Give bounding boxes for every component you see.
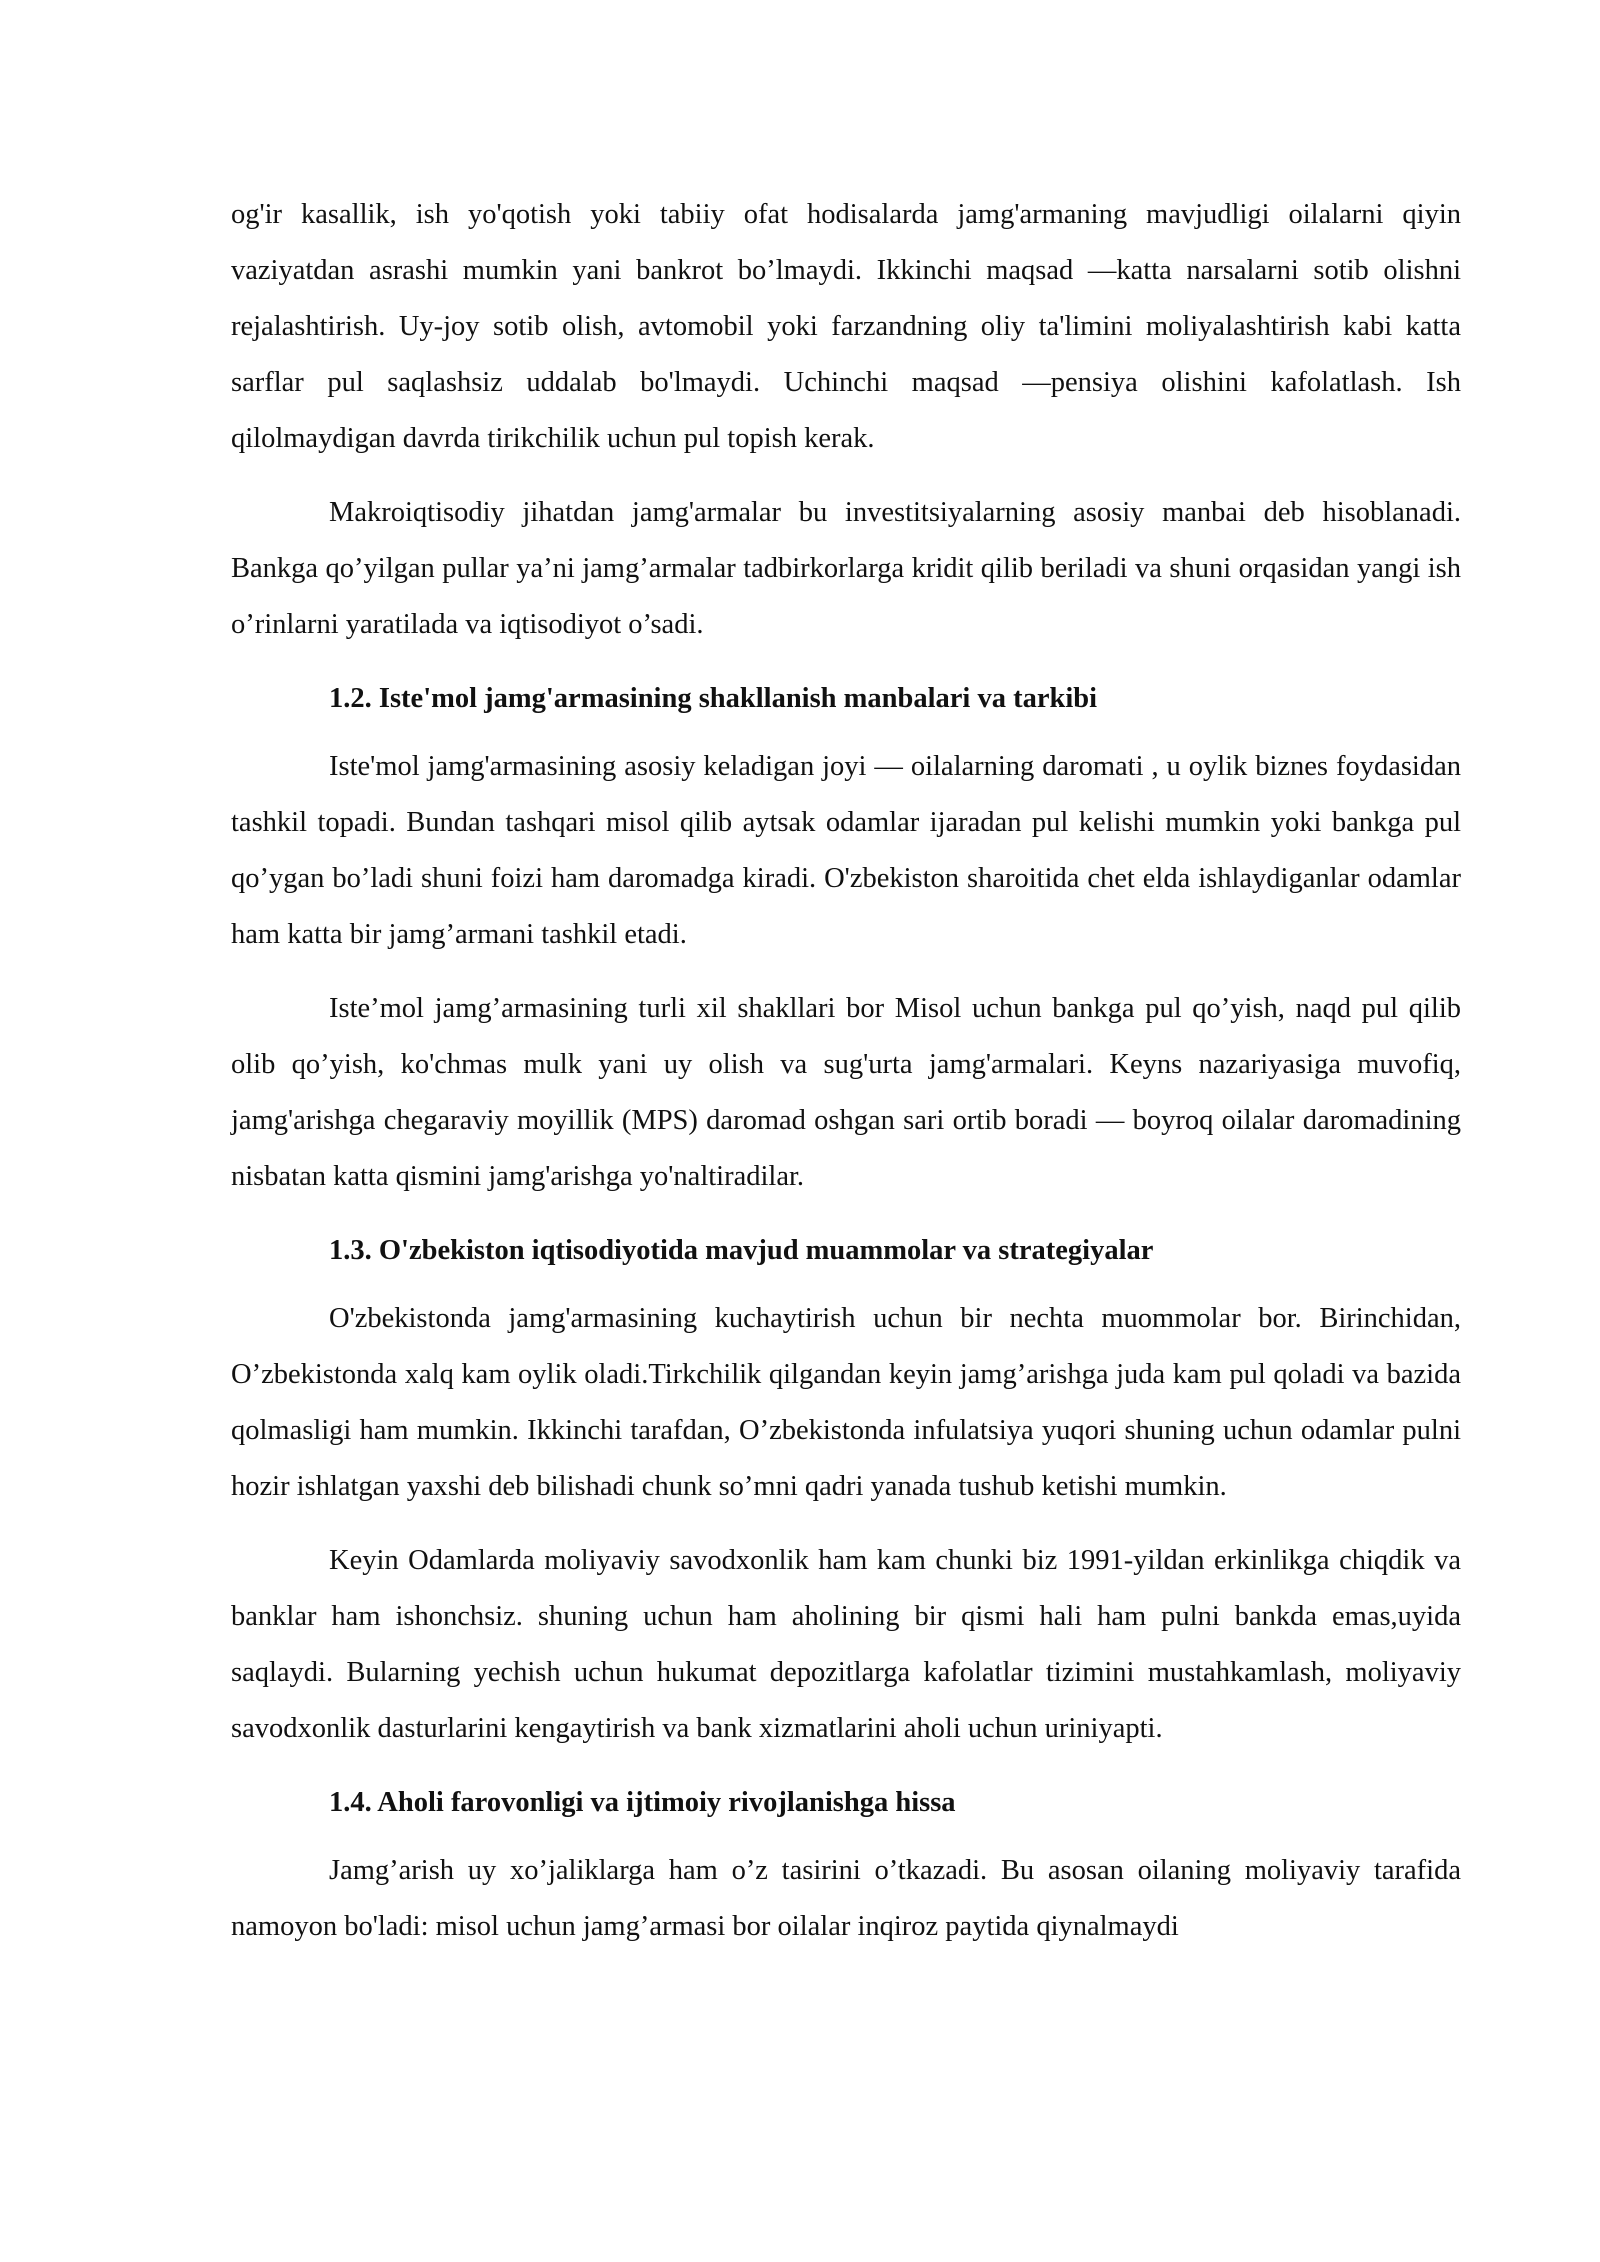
paragraph-sources: Iste'mol jamg'armasining asosiy keladigan joyi — oilalarning daromati , u oylik biznes foydasidan tashkil topadi. Bundan tashqari misol qilib aytsak odamlar ijaradan pul kelishi mumkin yoki bankga pul qo’ygan bo’ladi shuni foizi ham daromadga kiradi. O'zbekiston sharoitida chet elda ishlaydiganlar odamlar ham katta bir jamg’armani tashkil etadi.	[231, 751, 1461, 950]
paragraph-savings-goals: og'ir kasallik, ish yo'qotish yoki tabiiy ofat hodisalarda jamg'armaning mavjudligi oilalarni qiyin vaziyatdan asrashi mumkin yani bankrot bo’lmaydi. Ikkinchi maqsad —katta narsalarni sotib olishni rejalashtirish. Uy-joy sotib olish, avtomobil yoki farzandning oliy ta'limini moliyalashtirish kabi katta sarflar pul saqlashsiz uddalab bo'lmaydi. Uchinchi maqsad —pensiya olishini kafolatlash. Ish qilolmaydigan davrda tirikchilik uchun pul topish kerak.	[231, 199, 1461, 454]
paragraph-forms: Iste’mol jamg’armasining turli xil shakllari bor Misol uchun bankga pul qo’yish, naqd pul qilib olib qo’yish, ko'chmas mulk yani uy olish va sug'urta jamg'armalari. Keyns nazariyasiga muvofiq, jamg'arishga chegaraviy moyillik (MPS) daromad oshgan sari ortib boradi — boyroq oilalar daromadining nisbatan katta qismini jamg'arishga yo'naltiradilar.	[231, 993, 1461, 1192]
section-heading-1-3: 1.3. O'zbekiston iqtisodiyotida mavjud muammolar va strategiyalar	[329, 1235, 1154, 1266]
section-heading-1-2: 1.2. Iste'mol jamg'armasining shakllanish manbalari va tarkibi	[329, 683, 1098, 714]
document-page	[231, 187, 1461, 1955]
paragraph-problems: O'zbekistonda jamg'armasining kuchaytirish uchun bir nechta muommolar bor. Birinchidan, O’zbekistonda xalq kam oylik oladi.Tirkchilik qilgandan keyin jamg’arishga juda kam pul qoladi va bazida qolmasligi ham mumkin. Ikkinchi tarafdan, O’zbekistonda infulatsiya yuqori shuning uchun odamlar pulni hozir ishlatgan yaxshi deb bilishadi chunk so’mni qadri yanada tushub ketishi mumkin.	[231, 1303, 1461, 1502]
paragraph-macroeconomic: Makroiqtisodiy jihatdan jamg'armalar bu investitsiyalarning asosiy manbai deb hisoblanadi. Bankga qo’yilgan pullar ya’ni jamg’armalar tadbirkorlarga kridit qilib beriladi va shuni orqasidan yangi ish o’rinlarni yaratiladа va iqtisodiyot o’sadi.	[231, 497, 1461, 640]
paragraph-literacy: Keyin Odamlarda moliyaviy savodxonlik ham kam chunki biz 1991-yildan erkinlikga chiqdik va banklar ham ishonchsiz. shuning uchun ham aholining bir qismi hali ham pulni bankda emas,uyida saqlaydi. Bularning yechish uchun hukumat depozitlarga kafolatlar tizimini mustahkamlash, moliyaviy savodxonlik dasturlarini kengaytirish va bank xizmatlarini aholi uchun uriniyapti.	[231, 1545, 1461, 1744]
paragraph-welfare: Jamg’arish uy xo’jaliklarga ham o’z tasirini o’tkazadi. Bu asosan oilaning moliyaviy tarafida namoyon bo'ladi: misol uchun jamg’armasi bor oilalar inqiroz paytida qiynalmaydi	[231, 1855, 1461, 1942]
section-heading-1-4: 1.4. Aholi farovonligi va ijtimoiy rivojlanishga hissa	[329, 1787, 956, 1818]
